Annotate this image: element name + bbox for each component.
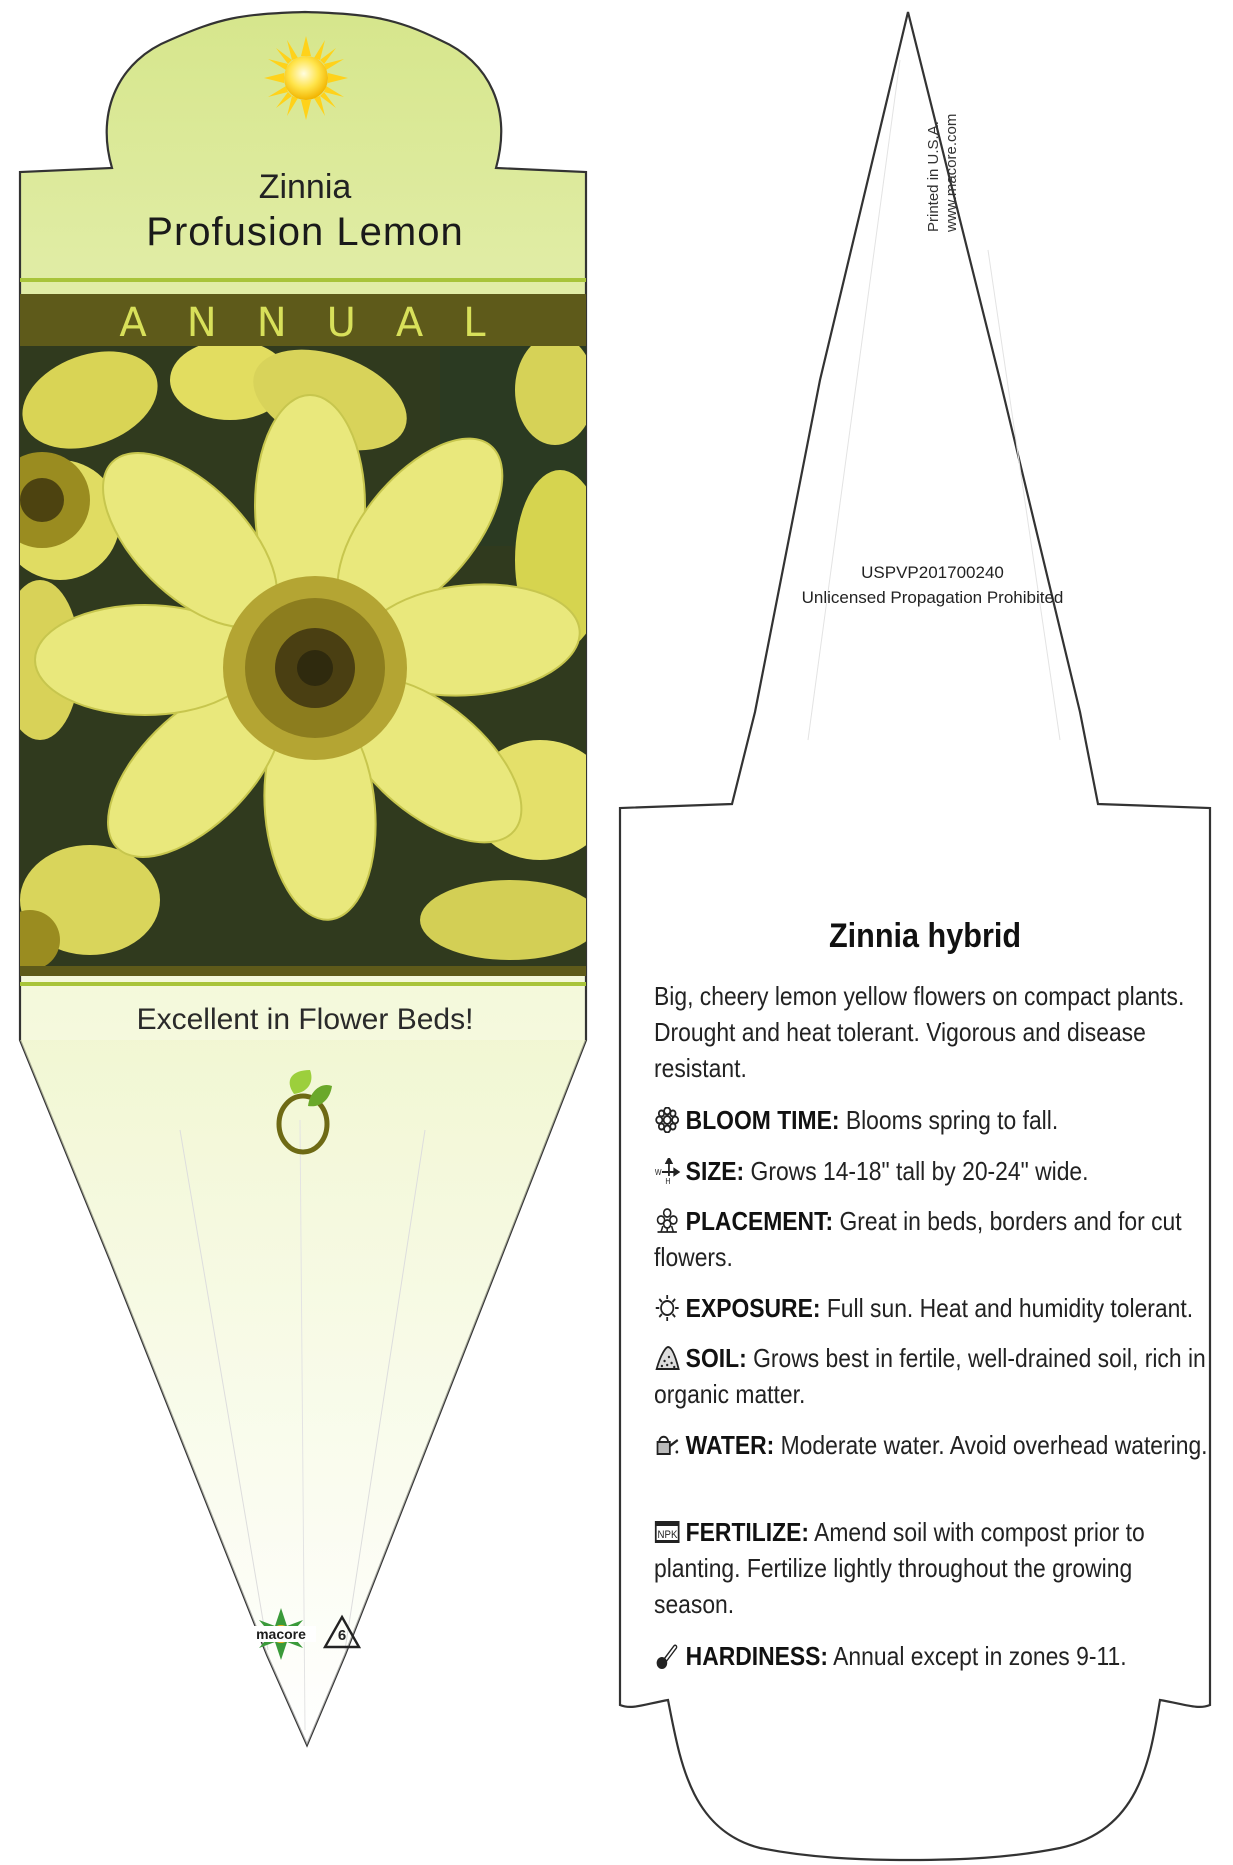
thermometer-icon xyxy=(654,1643,680,1669)
npk-icon xyxy=(654,1519,680,1545)
size-icon xyxy=(654,1158,680,1184)
brand-name: macore xyxy=(246,1626,316,1642)
attr-fertilize xyxy=(654,1514,1214,1622)
sun-icon xyxy=(262,34,350,122)
svg-text:NPK: NPK xyxy=(657,1529,678,1542)
tagline: Excellent in Flower Beds! xyxy=(136,1003,474,1036)
plant-description: Big, cheery lemon yellow flowers on compact plants. Drought and heat tolerant. Vigorous and disease resistant. xyxy=(654,981,1185,1083)
macore-logo xyxy=(246,1606,316,1662)
placement-icon xyxy=(654,1208,680,1234)
patent-notice: Unlicensed Propagation Prohibited xyxy=(801,588,1064,607)
website: www.macore.com xyxy=(943,113,960,232)
attr-bloom-time xyxy=(654,1102,1214,1138)
soil-icon xyxy=(654,1345,680,1371)
print-info xyxy=(905,60,1105,280)
svg-text:W: W xyxy=(654,1167,662,1178)
attr-text: Amend soil with compost prior to planting. Fertilize lightly throughout the growing season. xyxy=(654,1517,1145,1619)
attr-label: BLOOM TIME: xyxy=(685,1105,840,1135)
attr-label: SOIL: xyxy=(685,1343,747,1373)
attr-water xyxy=(654,1427,1214,1463)
seedling-logo-icon xyxy=(270,1066,336,1156)
attr-label: EXPOSURE: xyxy=(685,1293,821,1323)
category-label: ANNUAL xyxy=(119,300,526,346)
watering-can-icon xyxy=(654,1432,680,1458)
attr-text: Moderate water. Avoid overhead watering. xyxy=(780,1430,1208,1460)
botanical-name: Zinnia hybrid xyxy=(828,917,1022,955)
attr-label: FERTILIZE: xyxy=(685,1517,809,1547)
attr-text: Great in beds, borders and for cut flowers. xyxy=(654,1206,1182,1272)
plant-variety: Profusion Lemon xyxy=(146,210,464,254)
attr-exposure xyxy=(654,1290,1214,1326)
recycle-code: 6 xyxy=(337,1627,347,1644)
attr-label: WATER: xyxy=(685,1430,775,1460)
flower-photo xyxy=(0,330,610,970)
attr-placement xyxy=(654,1203,1214,1275)
sun-icon xyxy=(654,1295,680,1321)
attr-soil xyxy=(654,1340,1214,1412)
attr-size xyxy=(654,1153,1214,1189)
attr-text: Grows 14-18" tall by 20-24" wide. xyxy=(750,1156,1089,1186)
attr-hardiness xyxy=(654,1638,1214,1674)
flower-icon xyxy=(654,1107,680,1133)
attr-label: SIZE: xyxy=(685,1156,745,1186)
patent-number: USPVP201700240 xyxy=(861,563,1004,582)
attr-text: Annual except in zones 9-11. xyxy=(833,1641,1127,1671)
attr-label: PLACEMENT: xyxy=(685,1206,834,1236)
attr-text: Blooms spring to fall. xyxy=(845,1105,1059,1135)
recycle-symbol xyxy=(322,1614,362,1650)
attr-label: HARDINESS: xyxy=(685,1641,829,1671)
svg-text:H: H xyxy=(665,1176,671,1184)
plant-genus: Zinnia xyxy=(258,168,352,206)
printed-in: Printed in U.S.A. xyxy=(925,121,942,232)
attr-text: Full sun. Heat and humidity tolerant. xyxy=(826,1293,1194,1323)
attr-text: Grows best in fertile, well-drained soil, rich in organic matter. xyxy=(654,1343,1206,1409)
